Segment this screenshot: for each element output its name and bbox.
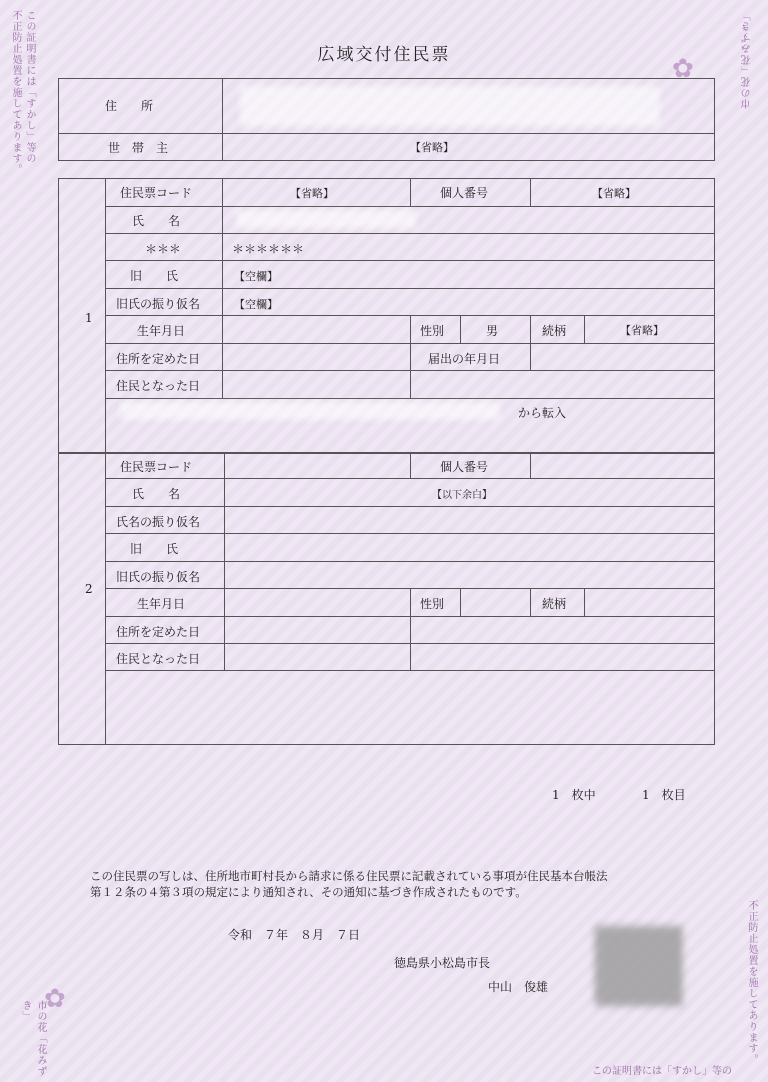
p1-jumin-code-label: 住民票コード: [120, 186, 193, 200]
side-note-right-bottom: 不正防止処置を施してあります。: [746, 900, 757, 1065]
qr-code-icon: [596, 926, 684, 1006]
cert-line2: 第１２条の４第３項の規定により通知され、その通知に基づき作成されたものです。: [90, 885, 527, 899]
p1-jumin-code-value: 【省略】: [290, 187, 334, 200]
p1-old-name-label: 旧 氏: [130, 269, 179, 283]
p2-name-label: 氏 名: [132, 487, 181, 501]
householder-value: 【省略】: [410, 141, 454, 154]
page-total: 1 枚中: [552, 788, 596, 802]
p1-masked-value: ＊＊＊＊＊＊: [232, 242, 305, 256]
cert-issuer: 徳島県小松島市長: [394, 956, 491, 970]
p1-sex-label: 性別: [420, 324, 445, 338]
document-title: 広域交付住民票: [317, 45, 451, 65]
p2-birth-label: 生年月日: [137, 597, 186, 611]
p1-old-kana-label: 旧氏の振り仮名: [116, 297, 201, 311]
p1-sex-value: 男: [486, 324, 499, 338]
p1-name-redacted: [236, 210, 416, 228]
p2-address-date-label: 住所を定めた日: [116, 625, 201, 639]
p1-old-name-value: 【空欄】: [234, 270, 278, 283]
p1-moved-in: から転入: [518, 406, 567, 420]
p2-jumin-code-label: 住民票コード: [120, 460, 193, 474]
p1-birth-label: 生年月日: [137, 324, 186, 338]
p2-sex-label: 性別: [420, 597, 445, 611]
p1-relation-label: 続柄: [542, 324, 567, 338]
p2-relation-label: 続柄: [542, 597, 567, 611]
p2-kana-label: 氏名の振り仮名: [116, 515, 201, 529]
p1-notify-date-label: 届出の年月日: [428, 352, 501, 366]
person1-index: 1: [85, 311, 93, 325]
p2-resident-date-label: 住民となった日: [116, 652, 201, 666]
cert-mayor: 中山 俊雄: [488, 980, 549, 994]
p1-name-label: 氏 名: [132, 214, 181, 228]
p1-old-kana-value: 【空欄】: [234, 298, 278, 311]
p2-name-value: 【以下余白】: [432, 490, 492, 501]
p1-address-date-label: 住所を定めた日: [116, 352, 201, 366]
cert-date: 令和 ７年 ８月 ７日: [228, 928, 361, 942]
p1-previous-address-redacted: [120, 402, 500, 420]
cert-line1: この住民票の写しは、住所地市町村長から請求に係る住民票に記載されている事項が住民基本台帳法: [90, 869, 608, 883]
person2-index: 2: [85, 582, 93, 596]
page-current: 1 枚目: [642, 788, 686, 802]
side-note-left-top: 不正防止処置を施してあります。: [10, 10, 21, 175]
p1-relation-value: 【省略】: [620, 324, 664, 337]
p1-my-number-value: 【省略】: [592, 187, 636, 200]
p2-old-kana-label: 旧氏の振り仮名: [116, 570, 201, 584]
side-note-bottom-right: この証明書には「すかし」等の: [592, 1066, 732, 1077]
p1-resident-date-label: 住民となった日: [116, 379, 201, 393]
address-redacted: [240, 86, 660, 126]
householder-label: 世 帯 主: [108, 141, 169, 155]
side-note-left-top2: この証明書には「すかし」等の: [24, 10, 35, 164]
p1-my-number-label: 個人番号: [440, 186, 489, 200]
p2-old-name-label: 旧 氏: [130, 542, 179, 556]
flower-watermark-icon: ✿: [672, 54, 694, 84]
side-note-left-bottom: 市の花「花みずき」: [20, 1000, 46, 1077]
p1-masked-label: ＊＊＊: [145, 242, 182, 256]
p2-my-number-label: 個人番号: [440, 460, 489, 474]
address-label: 住 所: [105, 99, 154, 113]
side-note-right-top: 市の花「花みずき」: [742, 10, 753, 109]
flower-watermark-icon: ✿: [44, 984, 66, 1014]
